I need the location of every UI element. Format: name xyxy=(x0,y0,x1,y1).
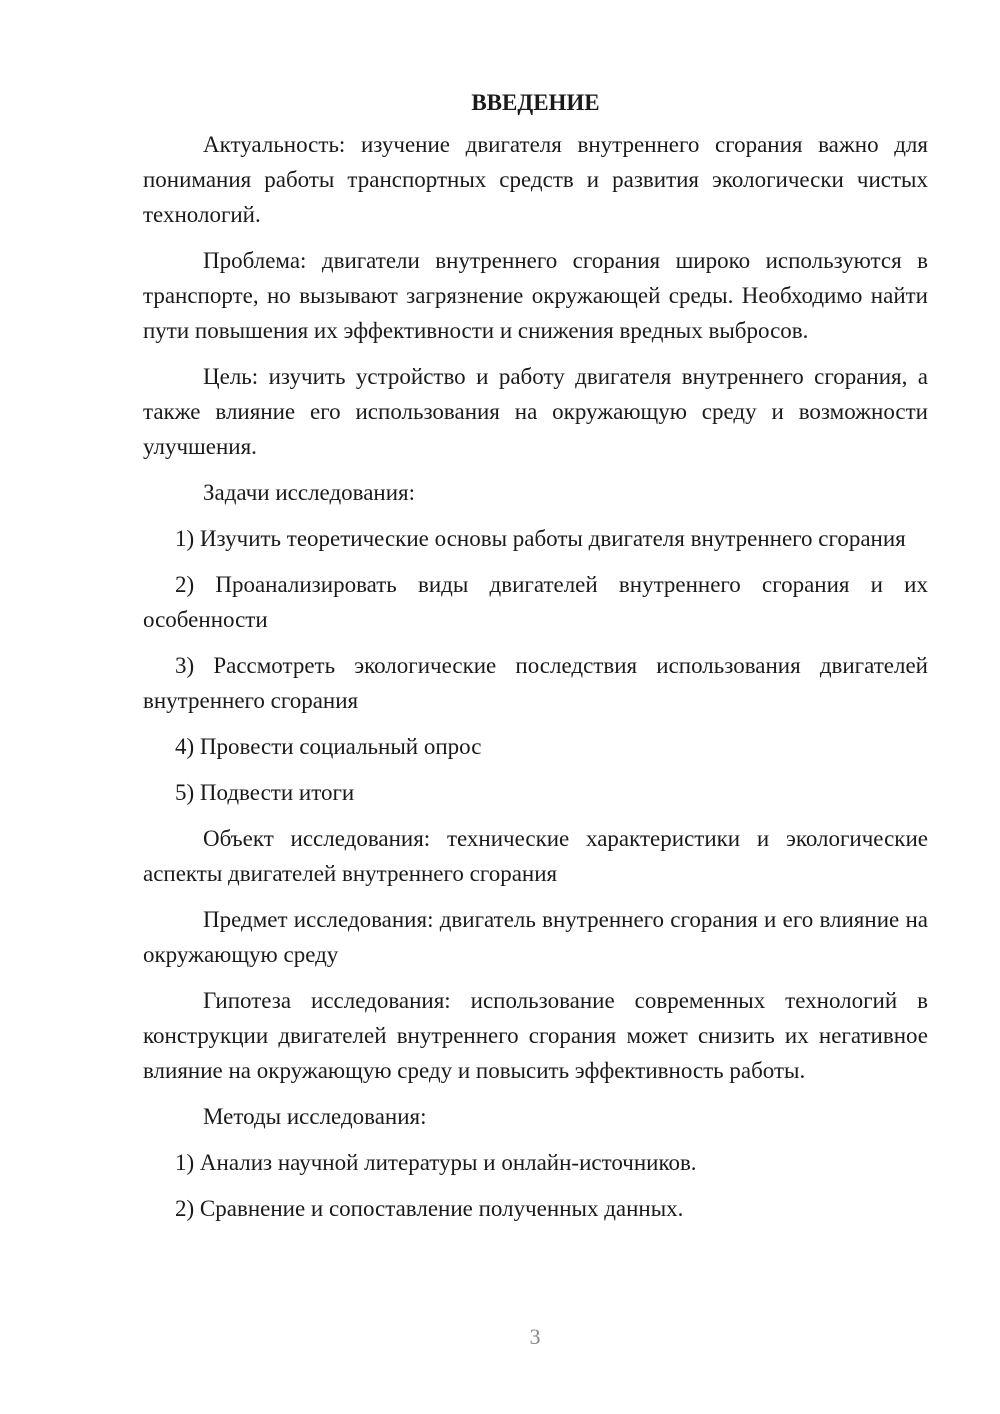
task-item: 5) Подвести итоги xyxy=(175,780,355,805)
tasks-heading: Задачи исследования: xyxy=(203,480,416,505)
hypothesis-paragraph: Гипотеза исследования: использование современных технологий в конструкции двигателей внутреннего сгорания может снизить их негативное влияние на окружающую среду и повысить эффективность работы. xyxy=(143,988,928,1083)
method-item: 2) Сравнение и сопоставление полученных данных. xyxy=(175,1196,684,1221)
document-page xyxy=(143,88,928,1237)
object-paragraph: Объект исследования: технические характеристики и экологические аспекты двигателей внутреннего сгорания xyxy=(143,826,928,886)
problem-paragraph: Проблема: двигатели внутреннего сгорания широко используются в транспорте, но вызывают загрязнение окружающей среды. Необходимо найти пути повышения их эффективности и снижения вредных выбросов. xyxy=(143,248,928,343)
method-item: 1) Анализ научной литературы и онлайн-источников. xyxy=(175,1150,697,1175)
section-title: ВВЕДЕНИЕ xyxy=(471,90,600,115)
task-item: 2) Проанализировать виды двигателей внутреннего сгорания и их особенности xyxy=(143,572,928,632)
task-item: 4) Провести социальный опрос xyxy=(175,734,482,759)
page-number: 3 xyxy=(529,1324,541,1349)
goal-paragraph: Цель: изучить устройство и работу двигателя внутреннего сгорания, а также влияние его использования на окружающую среду и возможности улучшения. xyxy=(143,364,928,459)
methods-heading: Методы исследования: xyxy=(203,1104,427,1129)
task-item: 3) Рассмотреть экологические последствия использования двигателей внутреннего сгорания xyxy=(143,653,928,713)
relevance-paragraph: Актуальность: изучение двигателя внутреннего сгорания важно для понимания работы транспортных средств и развития экологически чистых технологий. xyxy=(143,132,928,227)
subject-paragraph: Предмет исследования: двигатель внутреннего сгорания и его влияние на окружающую среду xyxy=(143,907,928,967)
task-item: 1) Изучить теоретические основы работы двигателя внутреннего сгорания xyxy=(175,526,906,551)
